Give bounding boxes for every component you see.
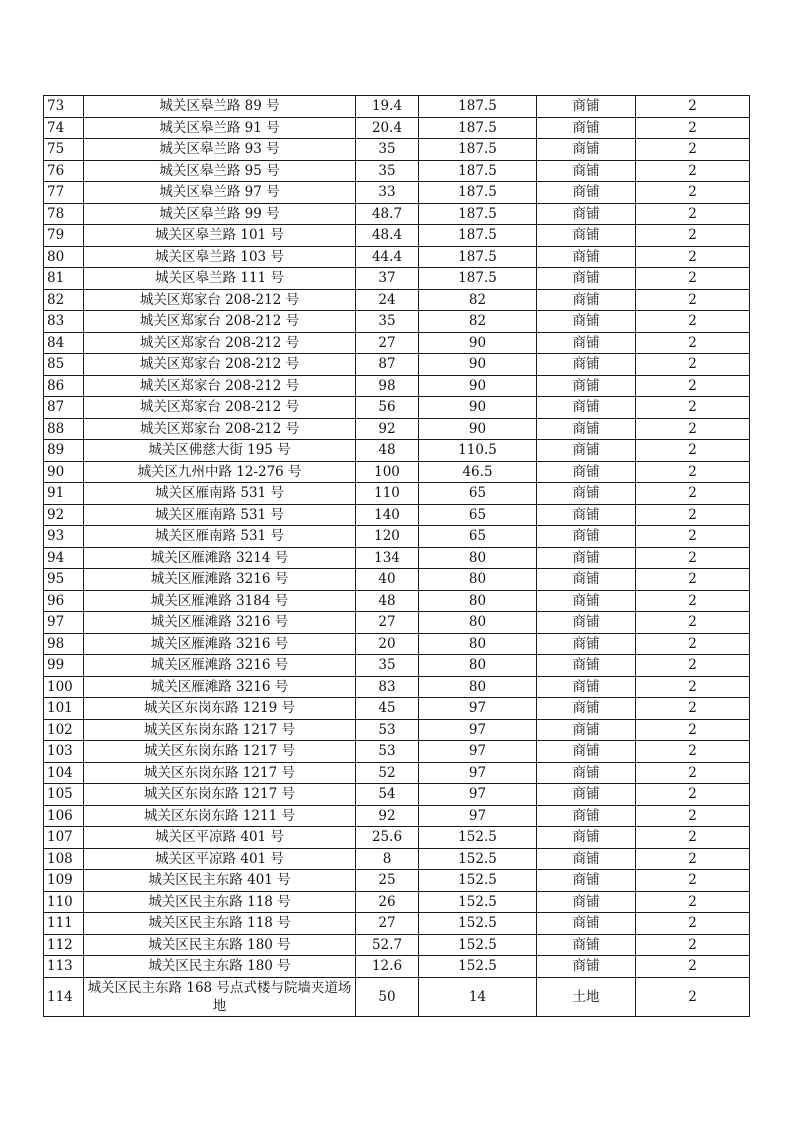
row-number-cell: 85 — [44, 354, 84, 376]
property-type-cell: 商铺 — [537, 655, 636, 677]
property-type-cell: 商铺 — [537, 96, 636, 118]
term-cell: 2 — [636, 504, 750, 526]
price-cell: 152.5 — [419, 827, 537, 849]
area-cell: 52 — [356, 762, 419, 784]
property-type-cell: 商铺 — [537, 590, 636, 612]
area-cell: 25 — [356, 870, 419, 892]
term-cell: 2 — [636, 741, 750, 763]
table-row — [44, 590, 750, 612]
row-number-cell: 76 — [44, 160, 84, 182]
address-cell: 城关区皋兰路 95 号 — [84, 160, 356, 182]
table-row — [44, 504, 750, 526]
address-cell: 城关区皋兰路 101 号 — [84, 225, 356, 247]
term-cell: 2 — [636, 612, 750, 634]
table-row — [44, 225, 750, 247]
term-cell: 2 — [636, 182, 750, 204]
address-cell: 城关区皋兰路 97 号 — [84, 182, 356, 204]
address-cell: 城关区皋兰路 103 号 — [84, 246, 356, 268]
area-cell: 110 — [356, 483, 419, 505]
term-cell: 2 — [636, 160, 750, 182]
table-row — [44, 483, 750, 505]
property-type-cell: 商铺 — [537, 848, 636, 870]
property-type-cell: 商铺 — [537, 784, 636, 806]
table-row — [44, 96, 750, 118]
address-cell: 城关区郑家台 208-212 号 — [84, 332, 356, 354]
term-cell: 2 — [636, 934, 750, 956]
area-cell: 25.6 — [356, 827, 419, 849]
area-cell: 45 — [356, 698, 419, 720]
area-cell: 120 — [356, 526, 419, 548]
row-number-cell: 102 — [44, 719, 84, 741]
term-cell: 2 — [636, 977, 750, 1016]
area-cell: 26 — [356, 891, 419, 913]
address-cell: 城关区皋兰路 111 号 — [84, 268, 356, 290]
table-body — [44, 96, 750, 1017]
area-cell: 35 — [356, 655, 419, 677]
address-cell: 城关区东岗东路 1217 号 — [84, 762, 356, 784]
property-type-cell: 商铺 — [537, 719, 636, 741]
area-cell: 50 — [356, 977, 419, 1016]
price-cell: 80 — [419, 547, 537, 569]
table-row — [44, 375, 750, 397]
address-cell: 城关区民主东路 180 号 — [84, 956, 356, 978]
area-cell: 35 — [356, 139, 419, 161]
row-number-cell: 99 — [44, 655, 84, 677]
table-row — [44, 956, 750, 978]
price-cell: 65 — [419, 504, 537, 526]
term-cell: 2 — [636, 96, 750, 118]
area-cell: 92 — [356, 805, 419, 827]
row-number-cell: 75 — [44, 139, 84, 161]
property-type-cell: 商铺 — [537, 612, 636, 634]
row-number-cell: 73 — [44, 96, 84, 118]
price-cell: 187.5 — [419, 225, 537, 247]
row-number-cell: 90 — [44, 461, 84, 483]
table-row — [44, 913, 750, 935]
term-cell: 2 — [636, 289, 750, 311]
area-cell: 98 — [356, 375, 419, 397]
area-cell: 27 — [356, 612, 419, 634]
table-row — [44, 655, 750, 677]
term-cell: 2 — [636, 655, 750, 677]
area-cell: 35 — [356, 311, 419, 333]
table-row — [44, 418, 750, 440]
area-cell: 53 — [356, 741, 419, 763]
property-type-cell: 商铺 — [537, 225, 636, 247]
row-number-cell: 105 — [44, 784, 84, 806]
row-number-cell: 84 — [44, 332, 84, 354]
property-type-cell: 商铺 — [537, 332, 636, 354]
address-cell: 城关区皋兰路 89 号 — [84, 96, 356, 118]
table-row — [44, 289, 750, 311]
address-cell: 城关区民主东路 401 号 — [84, 870, 356, 892]
table-row — [44, 182, 750, 204]
price-cell: 97 — [419, 805, 537, 827]
row-number-cell: 81 — [44, 268, 84, 290]
area-cell: 92 — [356, 418, 419, 440]
area-cell: 12.6 — [356, 956, 419, 978]
price-cell: 80 — [419, 655, 537, 677]
row-number-cell: 101 — [44, 698, 84, 720]
term-cell: 2 — [636, 805, 750, 827]
area-cell: 20.4 — [356, 117, 419, 139]
price-cell: 152.5 — [419, 891, 537, 913]
row-number-cell: 89 — [44, 440, 84, 462]
area-cell: 134 — [356, 547, 419, 569]
area-cell: 35 — [356, 160, 419, 182]
area-cell: 33 — [356, 182, 419, 204]
table-row — [44, 160, 750, 182]
property-type-cell: 商铺 — [537, 397, 636, 419]
price-cell: 80 — [419, 633, 537, 655]
address-cell: 城关区佛慈大街 195 号 — [84, 440, 356, 462]
row-number-cell: 96 — [44, 590, 84, 612]
address-cell: 城关区郑家台 208-212 号 — [84, 311, 356, 333]
price-cell: 65 — [419, 526, 537, 548]
address-cell: 城关区雁滩路 3216 号 — [84, 569, 356, 591]
area-cell: 83 — [356, 676, 419, 698]
area-cell: 24 — [356, 289, 419, 311]
table-row — [44, 332, 750, 354]
row-number-cell: 77 — [44, 182, 84, 204]
table-row — [44, 547, 750, 569]
area-cell: 56 — [356, 397, 419, 419]
property-type-cell: 商铺 — [537, 203, 636, 225]
term-cell: 2 — [636, 139, 750, 161]
term-cell: 2 — [636, 547, 750, 569]
row-number-cell: 114 — [44, 977, 84, 1016]
table-row — [44, 526, 750, 548]
price-cell: 90 — [419, 354, 537, 376]
price-cell: 97 — [419, 719, 537, 741]
price-cell: 187.5 — [419, 139, 537, 161]
price-cell: 14 — [419, 977, 537, 1016]
property-type-cell: 商铺 — [537, 182, 636, 204]
row-number-cell: 108 — [44, 848, 84, 870]
price-cell: 187.5 — [419, 268, 537, 290]
term-cell: 2 — [636, 483, 750, 505]
price-cell: 97 — [419, 762, 537, 784]
term-cell: 2 — [636, 311, 750, 333]
property-type-cell: 商铺 — [537, 698, 636, 720]
address-cell: 城关区皋兰路 91 号 — [84, 117, 356, 139]
row-number-cell: 94 — [44, 547, 84, 569]
property-type-cell: 商铺 — [537, 934, 636, 956]
term-cell: 2 — [636, 784, 750, 806]
property-type-cell: 商铺 — [537, 483, 636, 505]
row-number-cell: 95 — [44, 569, 84, 591]
row-number-cell: 100 — [44, 676, 84, 698]
address-cell: 城关区郑家台 208-212 号 — [84, 289, 356, 311]
area-cell: 87 — [356, 354, 419, 376]
property-type-cell: 商铺 — [537, 311, 636, 333]
row-number-cell: 88 — [44, 418, 84, 440]
property-type-cell: 商铺 — [537, 569, 636, 591]
table-row — [44, 311, 750, 333]
property-type-cell: 商铺 — [537, 246, 636, 268]
area-cell: 48.4 — [356, 225, 419, 247]
term-cell: 2 — [636, 526, 750, 548]
row-number-cell: 112 — [44, 934, 84, 956]
row-number-cell: 92 — [44, 504, 84, 526]
term-cell: 2 — [636, 375, 750, 397]
property-type-cell: 商铺 — [537, 268, 636, 290]
term-cell: 2 — [636, 203, 750, 225]
address-cell: 城关区雁南路 531 号 — [84, 504, 356, 526]
table-row — [44, 203, 750, 225]
term-cell: 2 — [636, 461, 750, 483]
price-cell: 46.5 — [419, 461, 537, 483]
term-cell: 2 — [636, 956, 750, 978]
table-row — [44, 848, 750, 870]
term-cell: 2 — [636, 762, 750, 784]
term-cell: 2 — [636, 870, 750, 892]
property-type-cell: 商铺 — [537, 117, 636, 139]
term-cell: 2 — [636, 590, 750, 612]
address-cell: 城关区民主东路 118 号 — [84, 913, 356, 935]
row-number-cell: 110 — [44, 891, 84, 913]
table-row — [44, 139, 750, 161]
price-cell: 152.5 — [419, 870, 537, 892]
property-type-cell: 商铺 — [537, 956, 636, 978]
address-cell: 城关区九州中路 12-276 号 — [84, 461, 356, 483]
term-cell: 2 — [636, 633, 750, 655]
table-row — [44, 612, 750, 634]
table-row — [44, 440, 750, 462]
asset-table — [43, 95, 750, 1017]
row-number-cell: 104 — [44, 762, 84, 784]
address-cell: 城关区郑家台 208-212 号 — [84, 397, 356, 419]
area-cell: 37 — [356, 268, 419, 290]
row-number-cell: 107 — [44, 827, 84, 849]
address-cell: 城关区郑家台 208-212 号 — [84, 418, 356, 440]
area-cell: 48.7 — [356, 203, 419, 225]
price-cell: 187.5 — [419, 117, 537, 139]
address-cell: 城关区民主东路 168 号点式楼与院墙夹道场地 — [84, 977, 356, 1016]
property-type-cell: 商铺 — [537, 805, 636, 827]
table-row — [44, 719, 750, 741]
price-cell: 152.5 — [419, 956, 537, 978]
property-type-cell: 商铺 — [537, 160, 636, 182]
price-cell: 187.5 — [419, 203, 537, 225]
row-number-cell: 82 — [44, 289, 84, 311]
table-row — [44, 934, 750, 956]
address-cell: 城关区雁滩路 3184 号 — [84, 590, 356, 612]
term-cell: 2 — [636, 440, 750, 462]
property-type-cell: 土地 — [537, 977, 636, 1016]
term-cell: 2 — [636, 891, 750, 913]
term-cell: 2 — [636, 913, 750, 935]
price-cell: 90 — [419, 332, 537, 354]
address-cell: 城关区郑家台 208-212 号 — [84, 375, 356, 397]
table-row — [44, 633, 750, 655]
term-cell: 2 — [636, 332, 750, 354]
price-cell: 152.5 — [419, 848, 537, 870]
area-cell: 40 — [356, 569, 419, 591]
row-number-cell: 111 — [44, 913, 84, 935]
table-row — [44, 891, 750, 913]
area-cell: 100 — [356, 461, 419, 483]
address-cell: 城关区东岗东路 1211 号 — [84, 805, 356, 827]
term-cell: 2 — [636, 246, 750, 268]
price-cell: 187.5 — [419, 96, 537, 118]
price-cell: 80 — [419, 569, 537, 591]
area-cell: 53 — [356, 719, 419, 741]
address-cell: 城关区东岗东路 1217 号 — [84, 719, 356, 741]
term-cell: 2 — [636, 268, 750, 290]
area-cell: 54 — [356, 784, 419, 806]
table-row — [44, 354, 750, 376]
price-cell: 152.5 — [419, 934, 537, 956]
row-number-cell: 98 — [44, 633, 84, 655]
property-type-cell: 商铺 — [537, 504, 636, 526]
area-cell: 48 — [356, 590, 419, 612]
price-cell: 90 — [419, 397, 537, 419]
area-cell: 44.4 — [356, 246, 419, 268]
address-cell: 城关区雁滩路 3214 号 — [84, 547, 356, 569]
price-cell: 80 — [419, 590, 537, 612]
table-row — [44, 784, 750, 806]
table-row — [44, 762, 750, 784]
row-number-cell: 86 — [44, 375, 84, 397]
area-cell: 27 — [356, 332, 419, 354]
term-cell: 2 — [636, 225, 750, 247]
term-cell: 2 — [636, 848, 750, 870]
term-cell: 2 — [636, 698, 750, 720]
property-type-cell: 商铺 — [537, 762, 636, 784]
price-cell: 80 — [419, 612, 537, 634]
row-number-cell: 93 — [44, 526, 84, 548]
property-type-cell: 商铺 — [537, 526, 636, 548]
term-cell: 2 — [636, 117, 750, 139]
row-number-cell: 91 — [44, 483, 84, 505]
table-row — [44, 741, 750, 763]
row-number-cell: 74 — [44, 117, 84, 139]
term-cell: 2 — [636, 397, 750, 419]
price-cell: 65 — [419, 483, 537, 505]
area-cell: 48 — [356, 440, 419, 462]
property-type-cell: 商铺 — [537, 289, 636, 311]
address-cell: 城关区东岗东路 1217 号 — [84, 784, 356, 806]
row-number-cell: 109 — [44, 870, 84, 892]
row-number-cell: 83 — [44, 311, 84, 333]
price-cell: 80 — [419, 676, 537, 698]
property-type-cell: 商铺 — [537, 827, 636, 849]
area-cell: 19.4 — [356, 96, 419, 118]
address-cell: 城关区皋兰路 99 号 — [84, 203, 356, 225]
table-row — [44, 676, 750, 698]
address-cell: 城关区雁滩路 3216 号 — [84, 655, 356, 677]
row-number-cell: 97 — [44, 612, 84, 634]
property-type-cell: 商铺 — [537, 354, 636, 376]
address-cell: 城关区平凉路 401 号 — [84, 827, 356, 849]
table-row — [44, 827, 750, 849]
price-cell: 187.5 — [419, 246, 537, 268]
address-cell: 城关区民主东路 118 号 — [84, 891, 356, 913]
term-cell: 2 — [636, 676, 750, 698]
row-number-cell: 87 — [44, 397, 84, 419]
table-row — [44, 268, 750, 290]
property-type-cell: 商铺 — [537, 870, 636, 892]
table-row — [44, 461, 750, 483]
property-type-cell: 商铺 — [537, 741, 636, 763]
table-row — [44, 805, 750, 827]
property-type-cell: 商铺 — [537, 418, 636, 440]
term-cell: 2 — [636, 719, 750, 741]
property-type-cell: 商铺 — [537, 440, 636, 462]
property-type-cell: 商铺 — [537, 375, 636, 397]
area-cell: 20 — [356, 633, 419, 655]
price-cell: 82 — [419, 311, 537, 333]
term-cell: 2 — [636, 354, 750, 376]
address-cell: 城关区民主东路 180 号 — [84, 934, 356, 956]
term-cell: 2 — [636, 418, 750, 440]
area-cell: 8 — [356, 848, 419, 870]
property-type-cell: 商铺 — [537, 891, 636, 913]
price-cell: 90 — [419, 375, 537, 397]
area-cell: 52.7 — [356, 934, 419, 956]
address-cell: 城关区东岗东路 1219 号 — [84, 698, 356, 720]
price-cell: 152.5 — [419, 913, 537, 935]
address-cell: 城关区雁滩路 3216 号 — [84, 612, 356, 634]
property-type-cell: 商铺 — [537, 633, 636, 655]
property-type-cell: 商铺 — [537, 913, 636, 935]
property-type-cell: 商铺 — [537, 461, 636, 483]
area-cell: 27 — [356, 913, 419, 935]
row-number-cell: 79 — [44, 225, 84, 247]
price-cell: 90 — [419, 418, 537, 440]
table-row — [44, 698, 750, 720]
table-row — [44, 870, 750, 892]
price-cell: 97 — [419, 741, 537, 763]
address-cell: 城关区皋兰路 93 号 — [84, 139, 356, 161]
row-number-cell: 80 — [44, 246, 84, 268]
property-type-cell: 商铺 — [537, 676, 636, 698]
table-row — [44, 246, 750, 268]
price-cell: 97 — [419, 698, 537, 720]
table-row — [44, 569, 750, 591]
term-cell: 2 — [636, 827, 750, 849]
table-row — [44, 977, 750, 1016]
address-cell: 城关区雁滩路 3216 号 — [84, 676, 356, 698]
price-cell: 82 — [419, 289, 537, 311]
address-cell: 城关区雁南路 531 号 — [84, 483, 356, 505]
area-cell: 140 — [356, 504, 419, 526]
property-type-cell: 商铺 — [537, 547, 636, 569]
address-cell: 城关区平凉路 401 号 — [84, 848, 356, 870]
row-number-cell: 78 — [44, 203, 84, 225]
row-number-cell: 103 — [44, 741, 84, 763]
address-cell: 城关区郑家台 208-212 号 — [84, 354, 356, 376]
price-cell: 187.5 — [419, 182, 537, 204]
table-row — [44, 397, 750, 419]
property-type-cell: 商铺 — [537, 139, 636, 161]
price-cell: 110.5 — [419, 440, 537, 462]
table-row — [44, 117, 750, 139]
row-number-cell: 113 — [44, 956, 84, 978]
address-cell: 城关区雁南路 531 号 — [84, 526, 356, 548]
row-number-cell: 106 — [44, 805, 84, 827]
price-cell: 97 — [419, 784, 537, 806]
address-cell: 城关区东岗东路 1217 号 — [84, 741, 356, 763]
address-cell: 城关区雁滩路 3216 号 — [84, 633, 356, 655]
price-cell: 187.5 — [419, 160, 537, 182]
term-cell: 2 — [636, 569, 750, 591]
